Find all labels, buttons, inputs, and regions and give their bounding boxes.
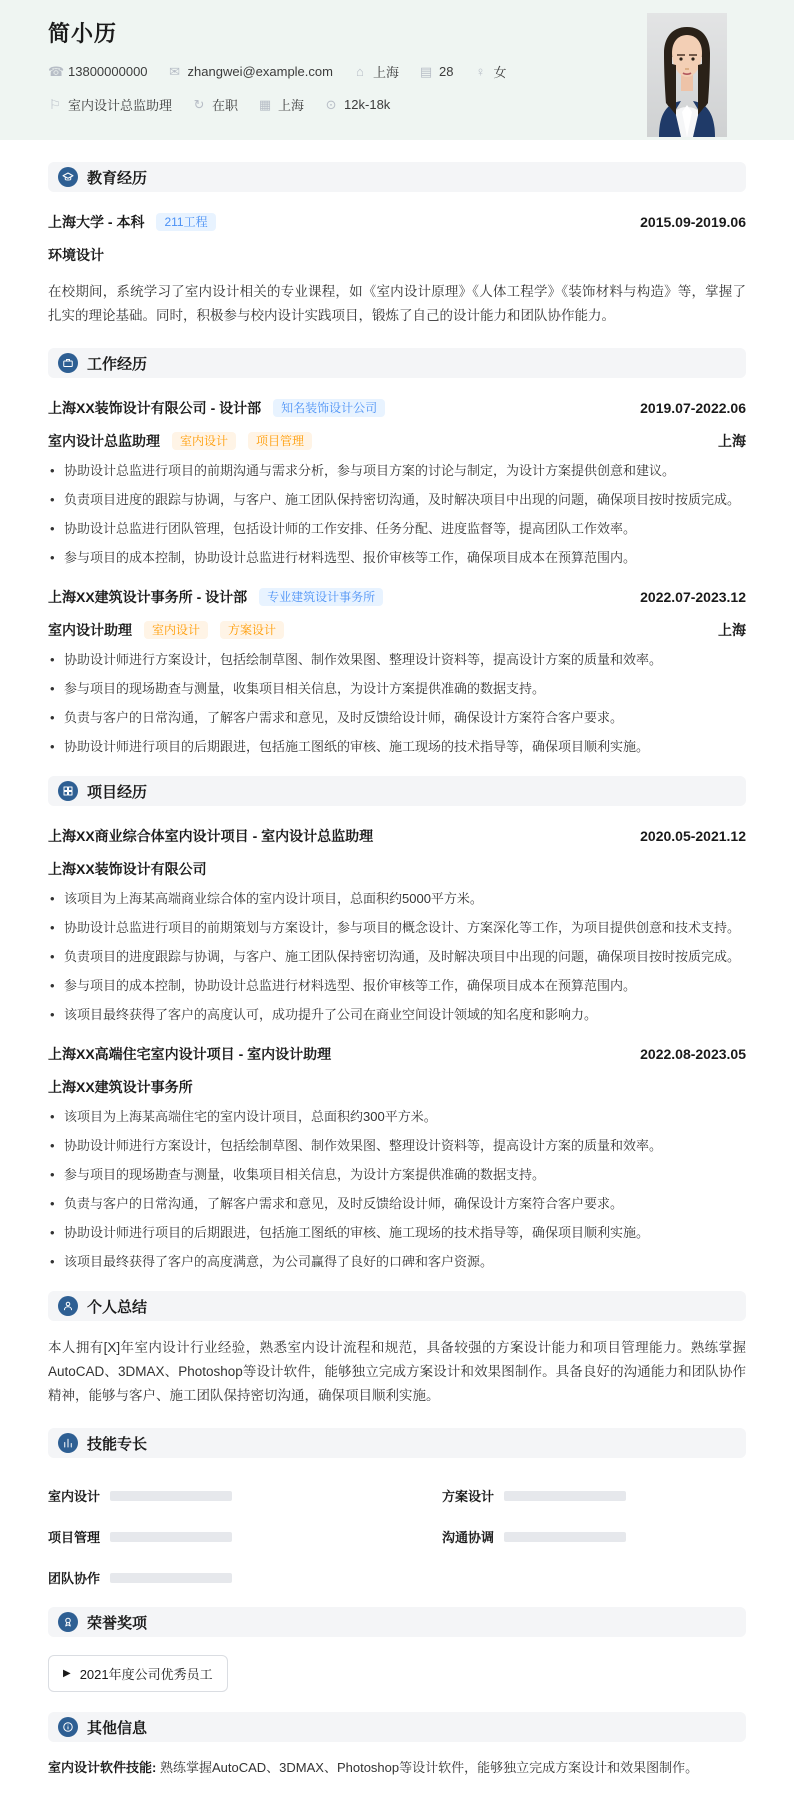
school-name: 上海大学 - 本科: [48, 214, 145, 230]
bullet-item: • 该项目最终获得了客户的高度认可，成功提升了公司在商业空间设计领域的知名度和影响力。: [48, 1005, 746, 1024]
bullet-item: • 负责项目进度的跟踪与协调，与客户、施工团队保持密切沟通，及时解决项目中出现的问题，确保项目按时按质完成。: [48, 490, 746, 509]
skill-bar: [110, 1573, 232, 1583]
bullet-item: • 参与项目的现场勘查与测量，收集项目相关信息，为设计方案提供准确的数据支持。: [48, 1165, 746, 1184]
project-company-row: [48, 1077, 746, 1097]
other-info-label: 室内设计软件技能:: [48, 1760, 157, 1775]
section-header-work: [48, 348, 746, 378]
skill-bar: [110, 1491, 232, 1501]
award-label: 2021年度公司优秀员工: [79, 1667, 213, 1682]
position-tag: 室内设计: [172, 432, 236, 450]
job-location: 上海: [718, 433, 746, 449]
job-location: 上海: [718, 622, 746, 638]
location-item: [353, 62, 399, 81]
award-item-expander[interactable]: [48, 1655, 228, 1692]
resume-header: [0, 0, 794, 140]
bullet-item: • 协助设计总监进行项目的前期策划与方案设计，参与项目的概念设计、方案深化等工作，为项目提供创意和技术支持。: [48, 918, 746, 937]
salary-icon: ⊙: [325, 97, 337, 112]
job-bullet-list: [48, 650, 746, 756]
project-name: 上海XX商业综合体室内设计项目 - 室内设计总监助理: [48, 828, 374, 844]
school-tag: 211工程: [156, 213, 215, 231]
job-position-row: [48, 620, 746, 640]
project-company: 上海XX建筑设计事务所: [48, 1079, 193, 1095]
bullet-item: • 协助设计师进行方案设计，包括绘制草图、制作效果图、整理设计资料等，提高设计方案的质量和效率。: [48, 1136, 746, 1155]
major-name: 环境设计: [48, 247, 104, 263]
position-name: 室内设计助理: [48, 622, 132, 638]
age-value: 28: [438, 64, 454, 79]
work-city-value: 上海: [278, 98, 305, 113]
project-entry-head: [48, 826, 746, 846]
skill-row: [442, 1527, 746, 1546]
job-date: 2022.07-2023.12: [640, 589, 746, 605]
project-company-row: [48, 859, 746, 879]
skill-name: 方案设计: [442, 1489, 495, 1504]
section-title-summary: 个人总结: [87, 1298, 148, 1316]
caret-right-icon: ▶: [63, 1667, 71, 1679]
job-entry-head: [48, 587, 746, 607]
bullet-item: • 负责与客户的日常沟通，了解客户需求和意见，及时反馈给设计师，确保设计方案符合客户要求。: [48, 1194, 746, 1213]
gender-icon: ♀: [475, 64, 486, 79]
skill-row: [48, 1568, 352, 1587]
job-date: 2019.07-2022.06: [640, 400, 746, 416]
education-entry-head: [48, 212, 746, 232]
section-title-education: 教育经历: [87, 169, 148, 187]
contact-row-1: [48, 62, 746, 81]
page-title: 简小历: [48, 21, 118, 46]
position-name: 室内设计总监助理: [48, 433, 160, 449]
phone-item: [48, 64, 148, 79]
target-position-icon: ⚐: [49, 97, 61, 112]
bullet-item: • 参与项目的现场勘查与测量，收集项目相关信息，为设计方案提供准确的数据支持。: [48, 679, 746, 698]
medal-icon: [58, 1612, 78, 1632]
job-bullet-list: [48, 461, 746, 567]
section-header-awards: [48, 1607, 746, 1637]
skill-bar: [504, 1491, 626, 1501]
bar-chart-icon: [58, 1433, 78, 1453]
skill-row: [442, 1486, 746, 1505]
education-date: 2015.09-2019.06: [640, 214, 746, 230]
bullet-item: • 该项目最终获得了客户的高度满意，为公司赢得了良好的口碑和客户资源。: [48, 1252, 746, 1271]
bullet-item: • 参与项目的成本控制，协助设计总监进行材料选型、报价审核等工作，确保项目成本在预算范围内。: [48, 548, 746, 567]
project-company: 上海XX装饰设计有限公司: [48, 861, 207, 877]
section-title-skills: 技能专长: [87, 1435, 148, 1453]
gender-item: [473, 62, 506, 81]
work-city-item: [258, 95, 304, 114]
project-entry-head: [48, 1044, 746, 1064]
bullet-item: • 协助设计总监进行团队管理，包括设计师的工作安排、任务分配、进度监督等，提高团队工作效率。: [48, 519, 746, 538]
company-tag: 专业建筑设计事务所: [259, 588, 383, 606]
skill-name: 项目管理: [48, 1530, 101, 1545]
job-status-item: [192, 95, 238, 114]
resume-body: [0, 140, 794, 1817]
section-title-work: 工作经历: [87, 355, 148, 373]
project-date: 2020.05-2021.12: [640, 828, 746, 844]
bullet-item: • 负责项目的进度跟踪与协调，与客户、施工团队保持密切沟通，及时解决项目中出现的问题，确保项目按时按质完成。: [48, 947, 746, 966]
skill-row: [48, 1527, 352, 1546]
section-title-awards: 荣誉奖项: [87, 1614, 148, 1632]
info-icon: [58, 1717, 78, 1737]
briefcase-icon: [58, 353, 78, 373]
skill-bar: [504, 1532, 626, 1542]
skill-name: 沟通协调: [442, 1530, 495, 1545]
section-header-skills: [48, 1428, 746, 1458]
email-item: [168, 64, 333, 79]
section-header-other: [48, 1712, 746, 1742]
section-title-projects: 项目经历: [87, 783, 148, 801]
project-bullet-list: [48, 889, 746, 1024]
skill-name: 团队协作: [48, 1571, 101, 1586]
bullet-item: • 协助设计师进行项目的后期跟进，包括施工图纸的审核、施工现场的技术指导等，确保项目顺利实施。: [48, 1223, 746, 1242]
project-date: 2022.08-2023.05: [640, 1046, 746, 1062]
project-name: 上海XX高端住宅室内设计项目 - 室内设计助理: [48, 1046, 332, 1062]
job-position-row: [48, 431, 746, 451]
bullet-item: • 参与项目的成本控制，协助设计总监进行材料选型、报价审核等工作，确保项目成本在预算范围内。: [48, 976, 746, 995]
company-name: 上海XX建筑设计事务所 - 设计部: [48, 589, 248, 605]
job-status-value: 在职: [212, 98, 239, 113]
company-name: 上海XX装饰设计有限公司 - 设计部: [48, 400, 262, 416]
skill-bar: [110, 1532, 232, 1542]
salary-item: [324, 97, 390, 112]
work-city-icon: ▦: [258, 97, 272, 112]
salary-value: 12k-18k: [344, 97, 391, 112]
phone-value: 13800000000: [68, 64, 148, 79]
bullet-item: • 该项目为上海某高端住宅的室内设计项目，总面积约300平方米。: [48, 1107, 746, 1126]
section-header-summary: [48, 1291, 746, 1321]
bullet-item: • 该项目为上海某高端商业综合体的室内设计项目，总面积约5000平方米。: [48, 889, 746, 908]
phone-icon: ☎: [48, 64, 65, 79]
summary-text: 本人拥有[X]年室内设计行业经验，熟悉室内设计流程和规范，具备较强的方案设计能力和项目管理能力。熟练掌握AutoCAD、3DMAX、Photoshop等设计软件，能够独立完成方案设计和效果图制作。具备良好的沟通能力和团队协作精神，能够与客户、施工团队保持密切沟通，确保项目顺利实施。: [48, 1340, 746, 1403]
user-icon: [58, 1296, 78, 1316]
target-position-value: 室内设计总监助理: [68, 98, 173, 113]
bullet-item: • 负责与客户的日常沟通，了解客户需求和意见，及时反馈给设计师，确保设计方案符合客户要求。: [48, 708, 746, 727]
graduation-cap-icon: [58, 167, 78, 187]
project-bullet-list: [48, 1107, 746, 1271]
position-tag: 项目管理: [248, 432, 312, 450]
skill-row: [48, 1486, 352, 1505]
bullet-item: • 协助设计师进行项目的后期跟进，包括施工图纸的审核、施工现场的技术指导等，确保项目顺利实施。: [48, 737, 746, 756]
bullet-item: • 协助设计总监进行项目的前期沟通与需求分析，参与项目方案的讨论与制定，为设计方案提供创意和建议。: [48, 461, 746, 480]
target-position-item: [48, 95, 172, 114]
other-info-text: 熟练掌握AutoCAD、3DMAX、Photoshop等设计软件，能够独立完成方案设计和效果图制作。: [159, 1760, 699, 1775]
company-tag: 知名装饰设计公司: [273, 399, 385, 417]
gender-value: 女: [493, 65, 507, 80]
contact-row-2: [48, 95, 746, 114]
skill-name: 室内设计: [48, 1489, 101, 1504]
education-description: 在校期间，系统学习了室内设计相关的专业课程，如《室内设计原理》《人体工程学》《装饰材料与构造》等，掌握了扎实的理论基础。同时，积极参与校内设计实践项目，锻炼了自己的设计能力和团队协作能力。: [48, 284, 746, 323]
skills-grid: [48, 1464, 746, 1587]
avatar: [647, 13, 727, 137]
position-tag: 室内设计: [144, 621, 208, 639]
mail-icon: ✉: [169, 64, 180, 79]
section-header-projects: [48, 776, 746, 806]
location-value: 上海: [372, 65, 399, 80]
job-entry-head: [48, 398, 746, 418]
education-major-row: [48, 245, 746, 265]
bullet-item: • 协助设计师进行方案设计，包括绘制草图、制作效果图、整理设计资料等，提高设计方案的质量和效率。: [48, 650, 746, 669]
grid-icon: [58, 781, 78, 801]
age-item: [419, 64, 453, 79]
location-icon: ⌂: [356, 64, 364, 79]
job-status-icon: ↻: [193, 97, 205, 112]
other-info-line: [48, 1758, 746, 1778]
position-tag: 方案设计: [220, 621, 284, 639]
age-icon: ▤: [419, 64, 433, 79]
section-title-other: 其他信息: [87, 1719, 148, 1737]
section-header-education: [48, 162, 746, 192]
email-value: zhangwei@example.com: [187, 64, 333, 79]
